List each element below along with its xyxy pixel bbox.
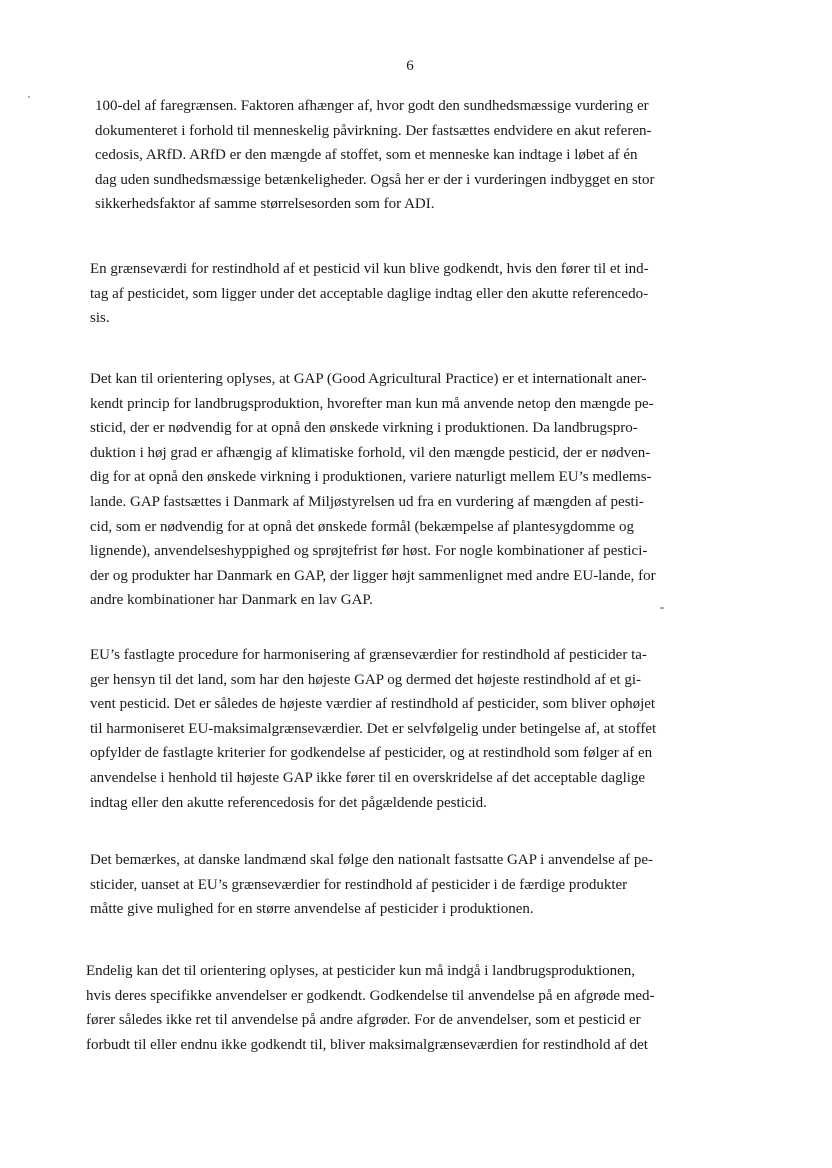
text-line: måtte give mulighed for en større anvendelse af pesticider i produktionen. bbox=[90, 901, 534, 918]
text-line: En grænseværdi for restindhold af et pesticid vil kun blive godkendt, hvis den fører til et ind- bbox=[90, 261, 649, 277]
text-line: lignende), anvendelseshyppighed og sprøjtefrist før høst. For nogle kombinationer af pestici- bbox=[90, 543, 648, 560]
text-line: opfylder de fastlagte kriterier for godkendelse af pesticider, og at restindhold som følger af en bbox=[90, 745, 653, 762]
text-line: indtag eller den akutte referencedosis for det pågældende pesticid. bbox=[90, 794, 487, 811]
text-line: ger hensyn til det land, som har den højeste GAP og dermed det højeste restindhold af et gi- bbox=[90, 671, 641, 688]
text-line: fører således ikke ret til anvendelse på andre afgrøder. For de anvendelser, som et pesticid er bbox=[86, 1012, 641, 1029]
paragraph-3 bbox=[90, 367, 730, 613]
paragraph-2 bbox=[90, 257, 730, 331]
scan-speck bbox=[660, 607, 664, 609]
text-line: sikkerhedsfaktor af samme størrelsesorden som for ADI. bbox=[95, 196, 435, 213]
text-line: forbudt til eller endnu ikke godkendt til, bliver maksimalgrænseværdien for restindhold af det bbox=[86, 1036, 648, 1053]
text-line: sticid, der er nødvendig for at opnå den ønskede virkning i produktionen. Da landbrugspro- bbox=[90, 420, 638, 437]
paragraph-5 bbox=[90, 848, 730, 922]
scan-speck bbox=[28, 96, 30, 98]
text-line: cedosis, ARfD. ARfD er den mængde af stoffet, som et menneske kan indtage i løbet af én bbox=[95, 147, 638, 164]
text-line: hvis deres specifikke anvendelser er godkendt. Godkendelse til anvendelse på en afgrøde med- bbox=[86, 987, 655, 1004]
paragraph-1 bbox=[95, 94, 735, 217]
text-line: Endelig kan det til orientering oplyses, at pesticider kun må indgå i landbrugsproduktionen, bbox=[86, 963, 636, 979]
text-line: der og produkter har Danmark en GAP, der ligger højt sammenlignet med andre EU-lande, for bbox=[90, 567, 656, 584]
text-line: EU’s fastlagte procedure for harmonisering af grænseværdier for restindhold af pesticider ta- bbox=[90, 647, 647, 663]
paragraph-4 bbox=[90, 643, 730, 815]
text-line: tag af pesticidet, som ligger under det acceptable daglige indtag eller den akutte referencedo- bbox=[90, 285, 649, 302]
paragraph-6 bbox=[86, 959, 726, 1057]
text-line: til harmoniseret EU-maksimalgrænseværdier. Det er selvfølgelig under betingelse af, at stoffet bbox=[90, 720, 657, 737]
text-line: anvendelse i henhold til højeste GAP ikke fører til en overskridelse af det acceptable daglige bbox=[90, 769, 646, 786]
text-line: sticider, uanset at EU’s grænseværdier for restindhold af pesticider i de færdige produkter bbox=[90, 876, 628, 893]
text-line: duktion i høj grad er afhængig af klimatiske forhold, vil den mængde pesticid, der er nødven- bbox=[90, 444, 651, 461]
text-line: Det kan til orientering oplyses, at GAP (Good Agricultural Practice) er et internationalt aner- bbox=[90, 371, 647, 387]
text-line: Det bemærkes, at danske landmænd skal følge den nationalt fastsatte GAP i anvendelse af pe- bbox=[90, 852, 654, 868]
text-line: lande. GAP fastsættes i Danmark af Miljøstyrelsen ud fra en vurdering af mængden af pesti- bbox=[90, 493, 644, 510]
page-number: 6 bbox=[406, 58, 414, 74]
text-line: dig for at opnå den ønskede virkning i produktionen, variere naturligt mellem EU’s medlems- bbox=[90, 469, 652, 486]
text-line: cid, som er nødvendig for at opnå det ønskede formål (bekæmpelse af plantesygdomme og bbox=[90, 518, 635, 535]
text-line: kendt princip for landbrugsproduktion, hvorefter man kun må anvende netop den mængde pe- bbox=[90, 395, 654, 412]
text-line: vent pesticid. Det er således de højeste værdier af restindhold af pesticider, som bliver ophøjet bbox=[90, 696, 656, 713]
text-line: andre kombinationer har Danmark en lav GAP. bbox=[90, 592, 373, 609]
text-line: dokumenteret i forhold til menneskelig påvirkning. Der fastsættes endvidere en akut referen- bbox=[95, 122, 652, 139]
text-line: 100-del af faregrænsen. Faktoren afhænger af, hvor godt den sundhedsmæssige vurdering er bbox=[95, 98, 649, 114]
text-line: sis. bbox=[90, 310, 110, 327]
text-line: dag uden sundhedsmæssige betænkeligheder. Også her er der i vurderingen indbygget en stor bbox=[95, 171, 655, 188]
